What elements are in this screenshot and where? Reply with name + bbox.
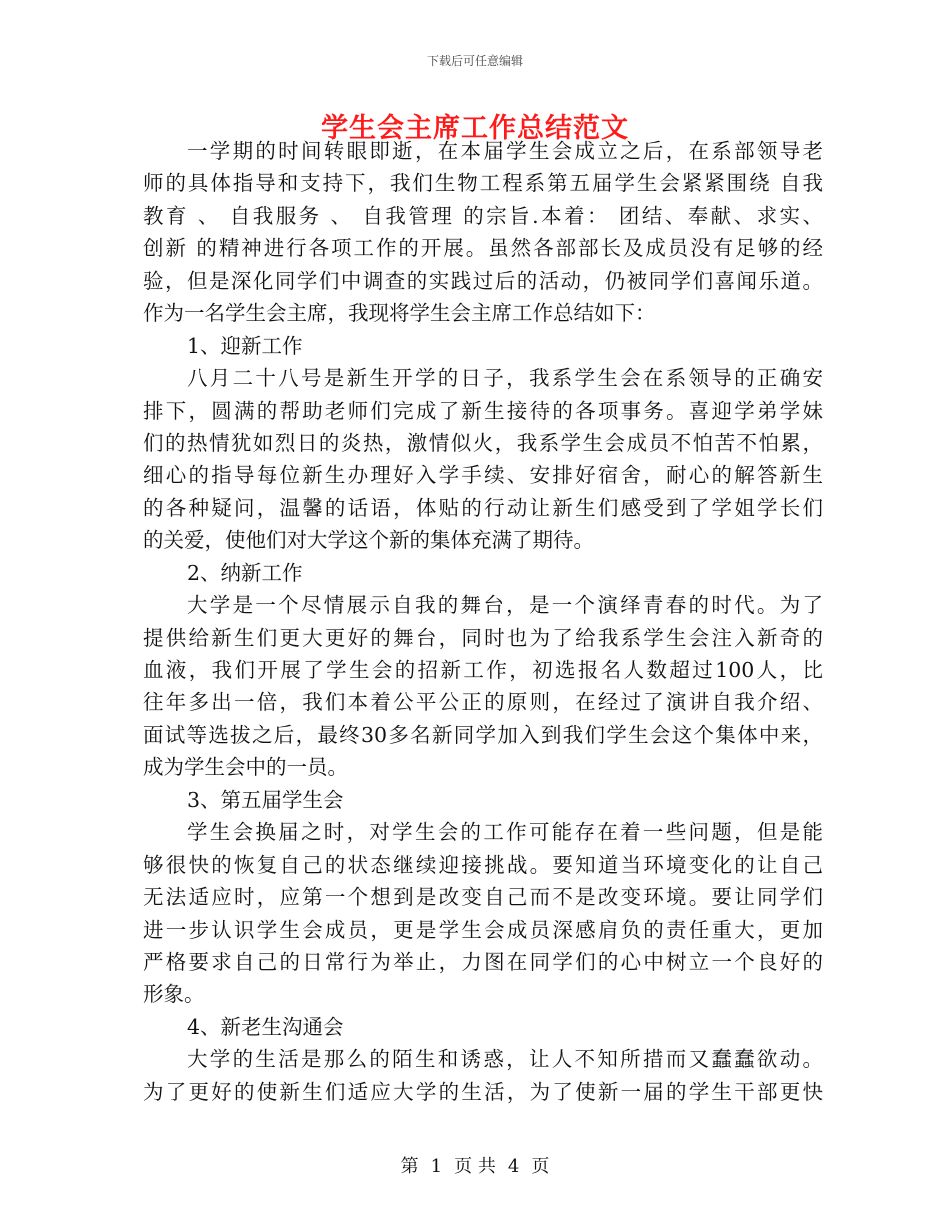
paragraph-line: 细心的指导每位新生办理好入学手续、安排好宿舍，耐心的解答新生 — [143, 463, 823, 488]
paragraph-line: 的各种疑问，温馨的话语，体贴的行动让新生们感受到了学姐学长们 — [143, 495, 823, 520]
paragraph-line: 进一步认识学生会成员，更是学生会成员深感肩负的责任重大，更加 — [143, 917, 823, 942]
paragraph-line: 血液，我们开展了学生会的招新工作，初选报名人数超过100人，比 — [143, 658, 823, 682]
paragraph-line: 的关爱，使他们对大学这个新的集体充满了期待。 — [143, 528, 594, 553]
footer-suffix: 页 — [531, 1156, 550, 1177]
paragraph-line: 为了更好的使新生们适应大学的生活，为了使新一届的学生干部更快 — [143, 1079, 823, 1104]
paragraph-line: 无法适应时，应第一个想到是改变自己而不是改变环境。要让同学们 — [143, 885, 823, 910]
section-heading: 4、新老生沟通会 — [187, 1014, 344, 1039]
paragraph-line: 作为一名学生会主席，我现将学生会主席工作总结如下： — [143, 301, 656, 326]
header-note: 下载后可任意编辑 — [426, 54, 523, 68]
paragraph-line: 够很快的恢复自己的状态继续迎接挑战。要知道当环境变化的让自己 — [143, 852, 823, 877]
paragraph-line: 学生会换届之时，对学生会的工作可能存在着一些问题，但是能 — [187, 820, 823, 845]
document-title: 学生会主席工作总结范文 — [321, 113, 629, 144]
section-heading: 1、迎新工作 — [187, 333, 303, 358]
paragraph-line: 一学期的时间转眼即逝，在本届学生会成立之后，在系部领导老 — [187, 139, 823, 163]
paragraph-line: 大学的生活是那么的陌生和诱惑，让人不知所措而又蠢蠢欲动。 — [187, 1047, 823, 1072]
footer-total-pages: 4 — [507, 1156, 520, 1177]
paragraph-line: 提供给新生们更大更好的舞台，同时也为了给我系学生会注入新奇的 — [143, 625, 823, 650]
paragraph-line: 教育 、 自我服务 、 自我管理 的宗旨.本着： 团结、奉献、求实、 — [143, 203, 823, 228]
paragraph-line: 往年多出一倍，我们本着公平公正的原则，在经过了演讲自我介绍、 — [143, 690, 823, 715]
paragraph-line: 成为学生会中的一员。 — [143, 755, 348, 780]
footer-prefix: 第 — [400, 1156, 419, 1177]
paragraph-line: 大学是一个尽情展示自我的舞台，是一个演绎青春的时代。为了 — [187, 593, 823, 618]
paragraph-line: 形象。 — [143, 982, 205, 1007]
page-footer — [0, 1152, 950, 1178]
section-heading: 2、纳新工作 — [187, 560, 303, 585]
footer-page-number: 1 — [430, 1156, 443, 1177]
footer-middle: 页 共 — [454, 1156, 496, 1177]
document-body — [143, 135, 823, 1108]
paragraph-line: 面试等选拔之后，最终30多名新同学加入到我们学生会这个集体中来， — [143, 722, 823, 747]
paragraph-line: 严格要求自己的日常行为举止，力图在同学们的心中树立一个良好的 — [143, 949, 823, 974]
paragraph-line: 八月二十八号是新生开学的日子，我系学生会在系领导的正确安 — [187, 366, 823, 391]
paragraph-line: 验，但是深化同学们中调查的实践过后的活动，仍被同学们喜闻乐道。 — [143, 268, 823, 293]
paragraph-line: 师的具体指导和支持下，我们生物工程系第五届学生会紧紧围绕 自我 — [143, 171, 823, 196]
paragraph-line: 创新 的精神进行各项工作的开展。虽然各部部长及成员没有足够的经 — [143, 236, 823, 261]
paragraph-line: 们的热情犹如烈日的炎热，激情似火，我系学生会成员不怕苦不怕累， — [143, 430, 823, 455]
paragraph-line: 排下，圆满的帮助老师们完成了新生接待的各项事务。喜迎学弟学妹 — [143, 398, 823, 423]
section-heading: 3、第五届学生会 — [187, 787, 344, 812]
